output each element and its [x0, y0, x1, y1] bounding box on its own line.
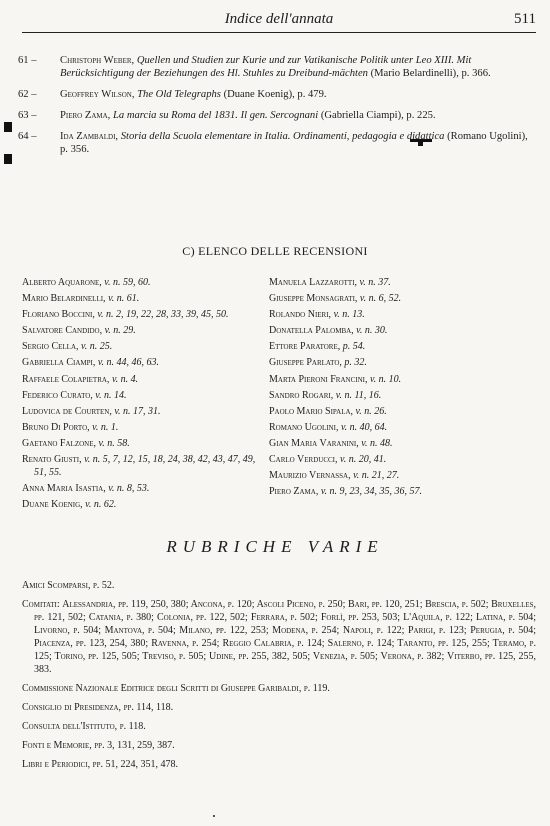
reviewer-name: Rolando Nieri, — [269, 309, 332, 321]
reviewer-refs: v. n. 61. — [108, 293, 140, 305]
rubrica-pages: pp. 114, 118. — [123, 702, 174, 713]
rubrica-heading: Amici Scomparsi, — [22, 580, 91, 591]
reviewer-entry — [22, 482, 262, 495]
entry-title: Quellen und Studien zur Kurie und zur Vatikanische Politik unter Leo XIII. Mit Berücksichtigung der Beziehungen des Hl. Stuhles zu Dreibund-mächten — [60, 55, 472, 79]
reviewer-entry — [22, 453, 262, 479]
reviewer-refs: v. n. 14. — [95, 389, 127, 401]
reviewer-entry — [22, 405, 262, 418]
rubriche-list — [22, 579, 536, 777]
reviewer-entry — [269, 437, 531, 450]
rubrica-heading: Fonti e Memorie, — [22, 740, 92, 751]
page-number: 511 — [514, 11, 536, 27]
entry-number: 62 – — [18, 89, 37, 100]
reviewer-entry — [269, 324, 531, 337]
reviewer-entry — [269, 469, 531, 482]
reviewer-refs: v. n. 8, 53. — [108, 483, 150, 495]
book-entries — [18, 54, 536, 164]
rubrica-pages: p. 52. — [93, 580, 115, 591]
margin-marker — [4, 122, 12, 132]
reviewer-name: Manuela Lazzarotti, — [269, 277, 358, 288]
book-entry — [18, 130, 536, 156]
entry-reviewer: (Duane Koenig), p. 479. — [223, 89, 327, 100]
reviewer-name: Sergio Cella, — [22, 341, 79, 353]
reviewer-name: Bruno Di Porto, — [22, 421, 90, 433]
rubrica-entry — [22, 579, 536, 592]
reviewer-name: Anna Maria Isastia, — [22, 483, 106, 495]
reviewer-entry — [22, 292, 262, 305]
rubrica-entry — [22, 682, 536, 695]
reviewer-name: Gian Maria Varanini, — [269, 437, 359, 449]
reviewer-refs: v. n. 17, 31. — [114, 405, 161, 417]
reviewer-refs: v. n. 62. — [85, 499, 117, 511]
reviewer-entry — [269, 340, 531, 353]
rubrica-pages: Alessandria, pp. 119, 250, 380; Ancona, p. 120; Ascoli Piceno, p. 250; Bari, pp. 120, 251; Brescia, p. 502; Bruxelles, pp. 121, 502; Catania, p. 380; Colonia, pp. 122, 502; Ferrara, p. 502; Forlì, pp. 253, 503; L'Aquila, p. 122; Latina, p. 504; Livorno, p. 504; Mantova, p. 504; Milano, pp. 122, 253; Modena, p. 254; Napoli, p. 122; Parigi, p. 123; Perugia, p. 504; Piacenza, pp. 123, 254, 380; Ravenna, p. 254; Reggio Calabria, p. 124; Salerno, p. 124; Taranto, pp. 125, 255; Teramo, p. 125; Torino, pp. 125, 505; Treviso, p. 505; Udine, pp. 255, 382, 505; Venezia, p. 505; Verona, p. 382; Viterbo, pp. 125, 255, 383. — [34, 599, 537, 675]
reviewer-entry — [22, 308, 262, 321]
reviewer-name: Carlo Verducci, — [269, 454, 338, 466]
reviewer-refs: v. n. 29. — [104, 325, 136, 337]
rubrica-entry — [22, 701, 536, 714]
reviewer-column-right — [269, 276, 531, 501]
rubrica-heading: Libri e Periodici, — [22, 759, 91, 770]
rubrica-pages: pp. 51, 224, 351, 478. — [92, 759, 178, 770]
reviewer-name: Marta Pieroni Francini, — [269, 373, 368, 385]
reviewer-entry — [269, 485, 531, 498]
reviewer-name: Gaetano Falzone, — [22, 437, 96, 449]
reviewer-column-left — [22, 276, 262, 514]
reviewer-refs: p. 54. — [342, 341, 366, 353]
running-header — [22, 10, 536, 33]
rubrica-entry — [22, 739, 536, 752]
entry-number: 61 – — [18, 55, 37, 66]
reviewer-name: Giuseppe Parlato, — [269, 357, 342, 369]
reviewer-refs: v. n. 44, 46, 63. — [97, 357, 160, 369]
reviewer-entry — [22, 373, 262, 386]
entry-author: Piero Zama, — [60, 110, 111, 121]
reviewer-name: Federico Curato, — [22, 389, 93, 401]
reviewer-entry — [22, 340, 262, 353]
entry-reviewer: (Mario Belardinelli), p. 366. — [370, 68, 491, 79]
reviewer-name: Gabriella Ciampi, — [22, 357, 96, 369]
rubrica-pages: p. 119. — [303, 683, 330, 694]
reviewer-name: Giuseppe Monsagrati, — [269, 293, 358, 305]
reviewer-name: Duane Koenig, — [22, 499, 83, 511]
entry-reviewer: (Romano Ugolini), p. 356. — [60, 131, 528, 155]
entry-title: Storia della Scuola elementare in Italia. Ordinamenti, pedagogia e didattica — [120, 131, 445, 142]
reviewer-refs: v. n. 30. — [356, 325, 388, 337]
rubrica-heading: Commissione Nazionale Editrice degli Scritti di Giuseppe Garibaldi, — [22, 683, 302, 694]
reviewer-name: Romano Ugolini, — [269, 421, 339, 433]
reviewer-entry — [269, 356, 531, 369]
reviewer-entry — [269, 308, 531, 321]
rubrica-heading: Consulta dell'Istituto, — [22, 721, 118, 732]
book-entry — [18, 109, 536, 122]
rubrica-heading: Consiglio di Presidenza, — [22, 702, 122, 713]
reviewer-name: Mario Belardinelli, — [22, 293, 106, 305]
entry-title: La marcia su Roma del 1831. Il gen. Sercognani — [112, 110, 319, 121]
reviewer-entry — [22, 389, 262, 402]
reviewer-name: Maurizio Vernassa, — [269, 470, 351, 482]
reviewer-entry — [22, 356, 262, 369]
rubrica-pages: p. 118. — [119, 721, 146, 732]
reviewer-refs: v. n. 4. — [111, 373, 139, 385]
section-heading-recensioni: C) ELENCO DELLE RECENSIONI — [182, 244, 368, 258]
reviewer-name: Salvatore Candido, — [22, 325, 103, 337]
reviewer-entry — [269, 276, 531, 289]
entry-number: 63 – — [18, 110, 37, 121]
reviewer-entry — [22, 324, 262, 337]
reviewer-refs: v. n. 10. — [369, 373, 402, 385]
reviewer-entry — [269, 292, 531, 305]
reviewer-refs: v. n. 40, 64. — [340, 421, 388, 433]
rubrica-entry — [22, 598, 536, 676]
book-entry — [18, 54, 536, 80]
rubrica-entry — [22, 720, 536, 733]
reviewer-refs: v. n. 9, 23, 34, 35, 36, 57. — [320, 486, 423, 498]
reviewer-refs: v. n. 20, 41. — [340, 454, 387, 466]
entry-author: Geoffrey Wilson, — [60, 89, 135, 100]
entry-reviewer: (Gabriella Ciampi), p. 225. — [320, 110, 436, 121]
reviewer-name: Raffaele Colapietra, — [22, 373, 110, 385]
reviewer-name: Ettore Paratore, — [269, 341, 341, 353]
book-entry — [18, 88, 536, 101]
reviewer-name: Floriano Boccini, — [22, 309, 95, 321]
reviewer-name: Paolo Mario Sipala, — [269, 405, 354, 417]
reviewer-entry — [269, 405, 531, 418]
entry-author: Ida Zambaldi, — [60, 131, 119, 142]
rubrica-entry — [22, 758, 536, 771]
reviewer-refs: v. n. 13. — [333, 309, 365, 321]
reviewer-entry — [269, 373, 531, 386]
entry-author: Christoph Weber, — [60, 55, 135, 66]
rubriche-heading: RUBRICHE VARIE — [166, 537, 384, 556]
margin-marker — [4, 154, 12, 164]
reviewer-refs: v. n. 21, 27. — [353, 470, 400, 482]
reviewer-entry — [22, 421, 262, 434]
reviewer-refs: v. n. 11, 16. — [335, 389, 382, 401]
rubrica-pages: pp. 3, 131, 259, 387. — [94, 740, 175, 751]
reviewer-entry — [269, 421, 531, 434]
reviewer-refs: v. n. 6, 52. — [359, 293, 402, 305]
reviewer-refs: v. n. 5, 7, 12, 15, 18, 24, 38, 42, 43, 47, 49, 51, 55. — [34, 454, 256, 479]
rubrica-heading: Comitati: — [22, 599, 60, 610]
running-title: Indice dell'annata — [224, 11, 334, 27]
reviewer-refs: v. n. 37. — [359, 277, 391, 288]
reviewer-refs: v. n. 48. — [361, 437, 393, 449]
reviewer-refs: v. n. 26. — [355, 405, 387, 417]
reviewer-refs: v. n. 2, 19, 22, 28, 33, 39, 45, 50. — [97, 309, 229, 321]
reviewer-entry — [22, 437, 262, 450]
reviewer-refs: v. n. 25. — [81, 341, 113, 353]
entry-number: 64 – — [18, 131, 37, 142]
reviewer-refs: v. n. 1. — [92, 421, 119, 433]
reviewer-refs: p. 32. — [344, 357, 367, 369]
reviewer-name: Renato Giusti, — [22, 454, 82, 466]
reviewer-entry — [22, 276, 262, 289]
entry-title: The Old Telegraphs — [137, 89, 221, 100]
reviewer-name: Piero Zama, — [269, 486, 319, 498]
reviewer-entry — [269, 389, 531, 402]
reviewer-name: Alberto Aquarone, — [22, 277, 102, 288]
reviewer-name: Sandro Rogari, — [269, 389, 334, 401]
reviewer-name: Ludovica de Courten, — [22, 405, 112, 417]
print-speck — [213, 815, 215, 817]
reviewer-name: Donatella Palomba, — [269, 325, 354, 337]
reviewer-entry — [22, 498, 262, 511]
reviewer-refs: v. n. 59, 60. — [104, 277, 151, 288]
reviewer-entry — [269, 453, 531, 466]
reviewer-refs: v. n. 58. — [98, 437, 130, 449]
